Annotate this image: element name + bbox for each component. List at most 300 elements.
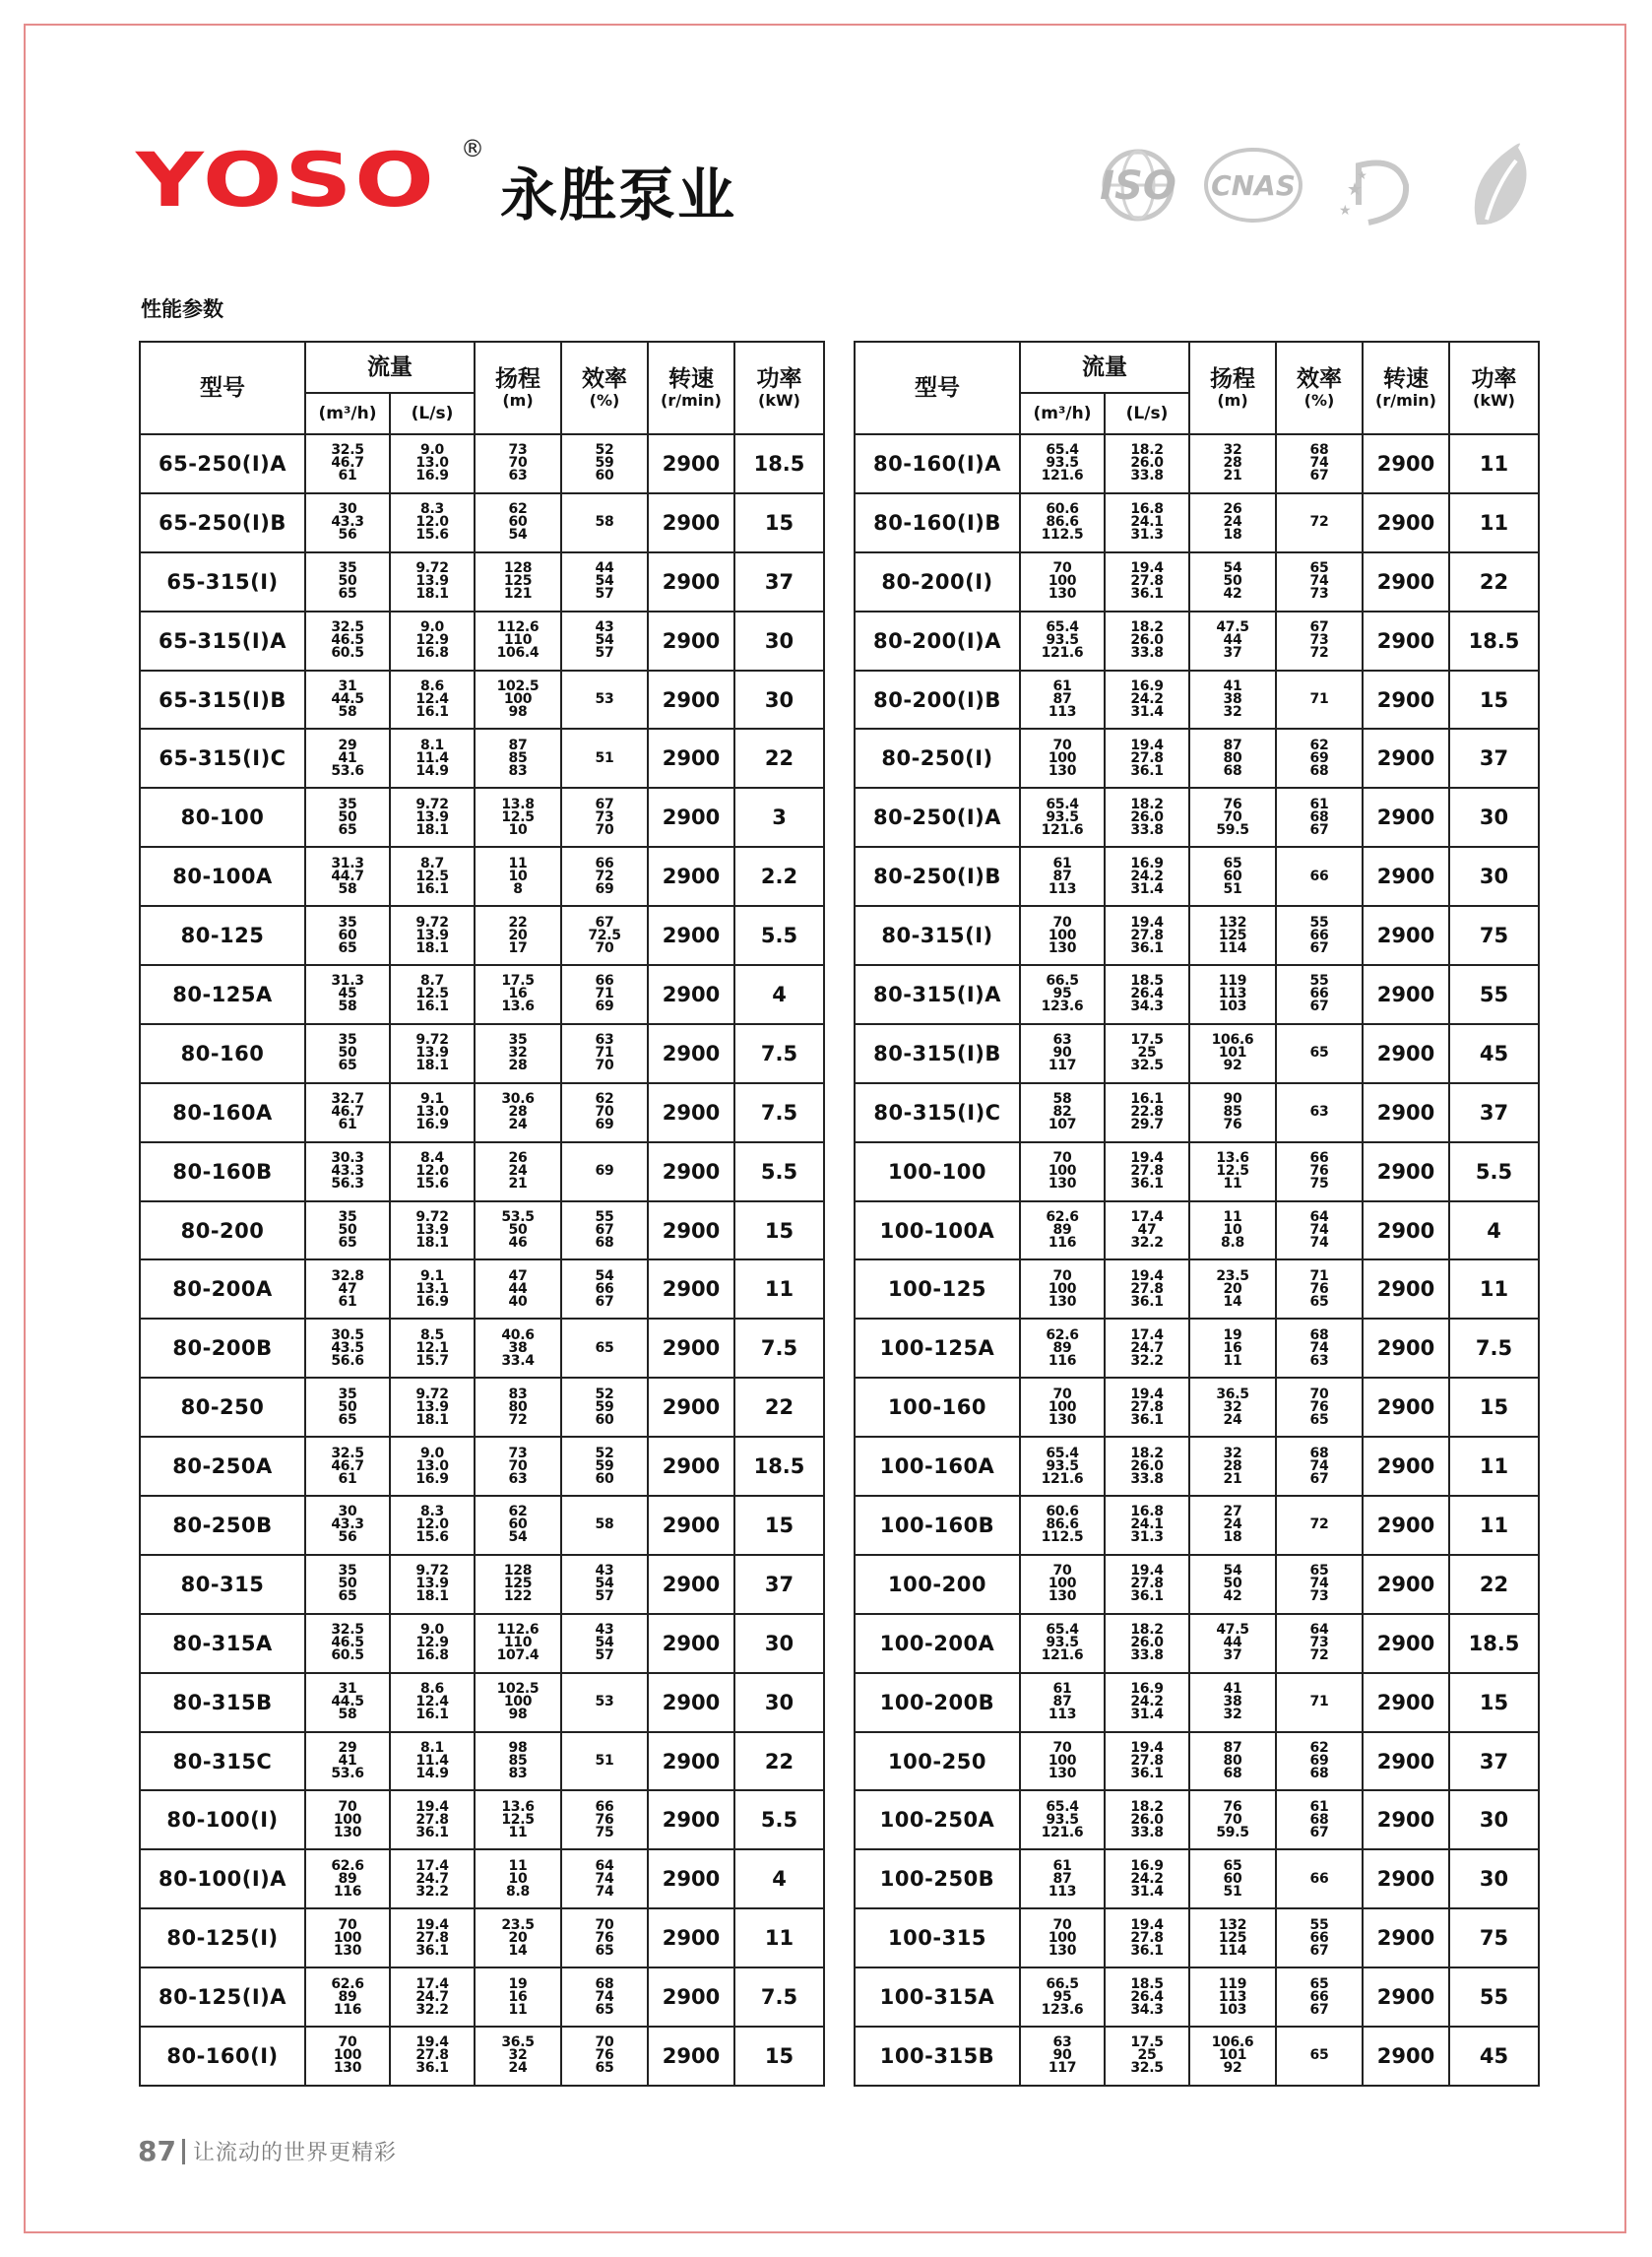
efficiency-cell-value: 72 [1309,1516,1329,1533]
efficiency-cell-value: 65 [1309,2047,1329,2064]
flow-ls-cell-value: 16.9 [415,1470,449,1487]
efficiency-cell-value: 66 [1309,986,1329,1002]
flow-m3h-cell [1020,906,1105,965]
flow-ls-cell [1105,847,1189,906]
header-flow: 流量 [305,342,475,393]
head-cell-value: 32 [508,1045,528,1062]
flow-ls-cell-value: 12.4 [415,1694,449,1710]
head-cell-value: 28 [508,1104,528,1121]
head-cell-value: 125 [503,573,533,590]
speed-cell: 2900 [648,906,734,965]
efficiency-cell-value: 43 [595,619,614,636]
flow-m3h-cell-value: 43.3 [331,1163,364,1180]
flow-m3h-cell [305,1967,390,2027]
flow-ls-cell-value: 8.6 [420,1681,444,1698]
head-cell-value: 20 [1223,1280,1242,1297]
flow-ls-cell-value: 12.5 [415,986,449,1002]
flow-m3h-cell-value: 43.3 [331,1516,364,1533]
flow-m3h-cell [1020,788,1105,847]
head-cell-value: 106.6 [1211,2034,1254,2051]
head-cell [475,1437,561,1496]
efficiency-cell-value: 71 [1309,1267,1329,1284]
flow-ls-cell-value: 19.4 [1130,1150,1164,1167]
flow-ls-cell-value: 18.1 [415,939,449,956]
table-row [855,1555,1539,1614]
flow-m3h-cell [1020,965,1105,1024]
flow-ls-cell [1105,788,1189,847]
efficiency-cell-value: 66 [1309,927,1329,943]
speed-cell: 2900 [648,1614,734,1673]
head-cell-value: 85 [508,1753,528,1770]
flow-ls-cell-value: 12.1 [415,1339,449,1356]
flow-ls-cell [390,434,475,493]
efficiency-cell-value: 66 [1309,1150,1329,1167]
head-cell-value: 70 [508,1457,528,1474]
power-cell: 7.5 [1449,1319,1539,1378]
power-cell: 11 [734,1908,824,1967]
head-cell [475,671,561,730]
efficiency-cell-value: 69 [595,1117,614,1133]
head-cell-value: 85 [508,749,528,766]
head-cell-value: 26 [1223,501,1242,518]
head-cell-value: 125 [503,1576,533,1592]
efficiency-cell-value: 75 [595,1824,614,1840]
power-cell: 15 [734,1201,824,1260]
speed-cell: 2900 [648,2027,734,2086]
flow-m3h-cell-value: 53.6 [331,1766,364,1782]
head-cell-value: 28 [508,1058,528,1074]
efficiency-cell-value: 67 [1309,468,1329,484]
speed-cell: 2900 [1363,1496,1449,1555]
efficiency-cell-value: 76 [1309,1163,1329,1180]
head-cell-value: 21 [1223,468,1242,484]
efficiency-cell [561,965,648,1024]
flow-m3h-cell-value: 31 [338,678,357,694]
head-cell-value: 8.8 [1221,1235,1244,1252]
flow-ls-cell-value: 27.8 [1130,749,1164,766]
flow-ls-cell-value: 36.1 [1130,586,1164,603]
head-cell-value: 68 [1223,762,1242,779]
flow-ls-cell-value: 33.8 [1130,645,1164,662]
model-cell: 65-250(I)A [140,434,305,493]
table-row [140,1732,824,1791]
flow-ls-cell-value: 18.1 [415,1588,449,1605]
flow-ls-cell-value: 19.4 [1130,737,1164,753]
flow-ls-cell-value: 13.0 [415,455,449,472]
flow-m3h-cell [1020,1024,1105,1083]
flow-m3h-cell-value: 61 [338,1293,357,1310]
head-cell [475,434,561,493]
head-cell-value: 98 [508,1740,528,1757]
table-row [855,1908,1539,1967]
efficiency-cell-value: 70 [595,1058,614,1074]
certification-logos [1083,136,1546,234]
flow-m3h-cell-value: 116 [1048,1352,1077,1369]
head-cell-value: 83 [508,762,528,779]
model-cell: 80-200B [140,1319,305,1378]
head-cell-value: 28 [1223,1457,1242,1474]
iso-label: ISO [1100,163,1176,209]
efficiency-cell-value: 60 [595,1470,614,1487]
head-cell [1189,1849,1276,1908]
head-cell [475,1319,561,1378]
flow-ls-cell [1105,1908,1189,1967]
head-cell-value: 46 [508,1235,528,1252]
flow-m3h-cell [305,434,390,493]
head-cell-value: 24 [508,2060,528,2077]
flow-m3h-cell-value: 32.5 [331,619,364,636]
head-cell [475,1024,561,1083]
flow-m3h-cell-value: 100 [1048,1280,1077,1297]
flow-ls-cell-value: 9.72 [415,1209,449,1226]
head-cell-value: 10 [508,1870,528,1887]
flow-ls-cell-value: 16.8 [415,1647,449,1664]
flow-ls-cell-value: 8.3 [420,501,444,518]
flow-ls-cell-value: 13.9 [415,573,449,590]
flow-m3h-cell-value: 61 [338,1117,357,1133]
power-cell: 30 [734,1673,824,1732]
efficiency-cell-value: 74 [595,1870,614,1887]
flow-m3h-cell-value: 123.6 [1041,999,1084,1015]
model-cell: 80-250(I) [855,729,1020,788]
flow-ls-cell-value: 24.2 [1130,868,1164,884]
head-cell-value: 53.5 [501,1209,535,1226]
power-cell: 55 [1449,965,1539,1024]
efficiency-cell-value: 57 [595,645,614,662]
head-cell-value: 72 [508,1411,528,1428]
efficiency-cell-value: 69 [595,999,614,1015]
flow-ls-cell-value: 11.4 [415,749,449,766]
flow-ls-cell [1105,1614,1189,1673]
flow-m3h-cell [305,1496,390,1555]
flow-ls-cell-value: 18.5 [1130,1975,1164,1992]
head-cell-value: 107.4 [496,1647,540,1664]
flow-ls-cell [390,671,475,730]
flow-ls-cell-value: 13.9 [415,927,449,943]
flow-m3h-cell-value: 117 [1048,1058,1077,1074]
flow-m3h-cell-value: 89 [1052,1222,1072,1239]
flow-m3h-cell-value: 113 [1048,1883,1077,1900]
speed-cell: 2900 [648,1259,734,1319]
speed-cell: 2900 [1363,1790,1449,1849]
speed-cell: 2900 [1363,1142,1449,1201]
speed-cell: 2900 [1363,788,1449,847]
flow-ls-cell-value: 31.4 [1130,880,1164,897]
model-cell: 65-315(I)B [140,671,305,730]
head-cell-value: 76 [1223,1798,1242,1815]
flow-m3h-cell-value: 70 [1052,1740,1072,1757]
flow-ls-cell-value: 9.1 [420,1267,444,1284]
efficiency-cell-value: 68 [1309,1326,1329,1343]
head-cell [475,788,561,847]
efficiency-cell [561,906,648,965]
flow-ls-cell-value: 9.1 [420,1091,444,1108]
efficiency-cell-value: 52 [595,1445,614,1461]
power-cell: 30 [734,1614,824,1673]
table-row [140,1142,824,1201]
cnas-label: CNAS [1211,169,1296,202]
efficiency-cell [1276,1024,1363,1083]
flow-m3h-cell-value: 93.5 [1046,1457,1079,1474]
flow-ls-cell [390,493,475,552]
flow-m3h-cell-value: 121.6 [1041,821,1084,838]
efficiency-cell-value: 65 [595,2001,614,2018]
efficiency-cell [561,1790,648,1849]
head-cell [475,1496,561,1555]
model-cell: 80-125(I)A [140,1967,305,2027]
efficiency-cell [561,1555,648,1614]
flow-ls-cell [1105,1083,1189,1142]
speed-cell: 2900 [648,965,734,1024]
flow-ls-cell-value: 18.5 [1130,973,1164,990]
flow-ls-cell [390,2027,475,2086]
speed-cell: 2900 [648,788,734,847]
efficiency-cell-value: 70 [595,939,614,956]
flow-ls-cell [1105,1849,1189,1908]
flow-ls-cell-value: 13.9 [415,1222,449,1239]
efficiency-cell [561,847,648,906]
flow-m3h-cell [1020,1259,1105,1319]
flow-ls-cell [1105,1496,1189,1555]
speed-cell: 2900 [648,1732,734,1791]
efficiency-cell-value: 62 [1309,1740,1329,1757]
efficiency-cell-value: 66 [1309,1870,1329,1887]
efficiency-cell [561,1673,648,1732]
flow-ls-cell-value: 9.72 [415,1386,449,1402]
flow-m3h-cell-value: 63 [1052,2034,1072,2051]
head-cell [475,1083,561,1142]
power-cell: 5.5 [734,906,824,965]
flow-ls-cell [390,1142,475,1201]
flow-ls-cell-value: 36.1 [1130,1411,1164,1428]
model-cell: 100-315B [855,2027,1020,2086]
head-cell [475,965,561,1024]
efficiency-cell [561,612,648,671]
head-cell [475,1259,561,1319]
head-cell [1189,1614,1276,1673]
flow-ls-cell-value: 17.4 [415,1857,449,1874]
head-cell-value: 14 [508,1942,528,1959]
efficiency-cell-value: 66 [1309,868,1329,884]
flow-m3h-cell-value: 89 [338,1988,357,2005]
head-cell-value: 13.6 [501,1798,535,1815]
flow-ls-cell-value: 32.2 [415,2001,449,2018]
head-cell-value: 102.5 [496,1681,540,1698]
flow-m3h-cell-value: 130 [1048,586,1077,603]
header-model: 型号 [855,342,1020,434]
flow-m3h-cell-value: 50 [338,1576,357,1592]
head-cell-value: 65 [1223,855,1242,871]
flow-ls-cell [1105,434,1189,493]
head-cell-value: 60 [1223,1870,1242,1887]
flow-m3h-cell-value: 100 [1048,1929,1077,1946]
flow-ls-cell-value: 24.7 [1130,1339,1164,1356]
model-cell: 65-315(I)C [140,729,305,788]
section-title: 性能参数 [141,297,223,321]
efficiency-cell-value: 69 [1309,1753,1329,1770]
flow-m3h-cell [305,2027,390,2086]
efficiency-cell [1276,612,1363,671]
flow-m3h-cell-value: 63 [1052,1032,1072,1049]
flow-m3h-cell-value: 62.6 [1046,1326,1079,1343]
head-cell [1189,612,1276,671]
registered-mark: ® [461,135,484,162]
head-cell-value: 16 [1223,1339,1242,1356]
flow-ls-cell [1105,1319,1189,1378]
table-row [855,1083,1539,1142]
flow-ls-cell-value: 13.0 [415,1457,449,1474]
flow-m3h-cell-value: 113 [1048,704,1077,720]
table-row [855,1790,1539,1849]
speed-cell: 2900 [648,1790,734,1849]
head-cell-value: 36.5 [1216,1386,1249,1402]
model-cell: 80-100A [140,847,305,906]
flow-ls-cell-value: 26.0 [1130,808,1164,825]
head-cell-value: 125 [1218,1929,1247,1946]
flow-m3h-cell-value: 100 [1048,1753,1077,1770]
model-cell: 100-250A [855,1790,1020,1849]
efficiency-cell-value: 60 [595,468,614,484]
flow-m3h-cell-value: 130 [333,1824,362,1840]
model-cell: 100-100 [855,1142,1020,1201]
flow-m3h-cell [305,671,390,730]
flow-m3h-cell-value: 30 [338,501,357,518]
flow-m3h-cell-value: 61 [1052,678,1072,694]
flow-ls-cell-value: 18.2 [1130,1445,1164,1461]
table-row [855,1967,1539,2027]
model-cell: 80-250B [140,1496,305,1555]
svg-text:★: ★ [1339,203,1352,219]
head-cell-value: 40.6 [501,1326,535,1343]
flow-ls-cell-value: 32.2 [415,1883,449,1900]
flow-m3h-cell-value: 70 [1052,1150,1072,1167]
flow-ls-cell-value: 27.8 [1130,1398,1164,1415]
flow-m3h-cell-value: 32.5 [331,442,364,459]
efficiency-cell [561,1614,648,1673]
model-cell: 80-160(I)A [855,434,1020,493]
flow-ls-cell-value: 16.1 [415,999,449,1015]
speed-cell: 2900 [1363,1437,1449,1496]
head-cell [1189,1790,1276,1849]
flow-ls-cell-value: 24.2 [1130,1694,1164,1710]
speed-cell: 2900 [1363,552,1449,612]
flow-m3h-cell-value: 86.6 [1046,1516,1079,1533]
flow-ls-cell [390,965,475,1024]
efficiency-cell-value: 65 [1309,1293,1329,1310]
speed-cell: 2900 [1363,965,1449,1024]
speed-cell: 2900 [648,729,734,788]
flow-m3h-cell [305,906,390,965]
head-cell-value: 11 [508,855,528,871]
power-cell: 45 [1449,1024,1539,1083]
efficiency-cell [1276,788,1363,847]
flow-ls-cell-value: 15.6 [415,1529,449,1546]
flow-ls-cell-value: 34.3 [1130,2001,1164,2018]
header-speed: 转速 (r/min) [1363,342,1449,434]
flow-ls-cell-value: 32.2 [1130,1352,1164,1369]
speed-cell: 2900 [1363,1908,1449,1967]
flow-m3h-cell-value: 35 [338,1386,357,1402]
efficiency-cell [1276,1967,1363,2027]
head-cell-value: 10 [508,868,528,884]
head-cell-value: 13.6 [501,999,535,1015]
table-row [855,965,1539,1024]
table-row [140,1201,824,1260]
head-cell-value: 100 [503,691,533,707]
head-cell-value: 101 [1218,2047,1247,2064]
table-row [140,1849,824,1908]
flow-m3h-cell-value: 93.5 [1046,1811,1079,1828]
head-cell [1189,965,1276,1024]
flow-ls-cell-value: 27.8 [1130,1753,1164,1770]
head-cell-value: 60 [1223,868,1242,884]
flow-ls-cell [1105,1732,1189,1791]
flow-ls-cell-value: 17.4 [1130,1209,1164,1226]
flow-m3h-cell-value: 65 [338,1235,357,1252]
flow-m3h-cell-value: 130 [1048,1588,1077,1605]
flow-m3h-cell [1020,1849,1105,1908]
head-cell-value: 50 [508,1222,528,1239]
efficiency-cell-value: 65 [595,1942,614,1959]
flow-m3h-cell-value: 130 [1048,1411,1077,1428]
flow-m3h-cell [305,612,390,671]
efficiency-cell [561,434,648,493]
flow-ls-cell [390,1849,475,1908]
flow-ls-cell-value: 11.4 [415,1753,449,1770]
flow-m3h-cell-value: 32.5 [331,1445,364,1461]
efficiency-cell-value: 63 [1309,1352,1329,1369]
power-cell: 18.5 [734,434,824,493]
flow-ls-cell-value: 32.5 [1130,1058,1164,1074]
flow-ls-cell-value: 33.8 [1130,468,1164,484]
table-row [140,434,824,493]
head-cell-value: 47 [508,1267,528,1284]
table-row [855,788,1539,847]
efficiency-cell [1276,552,1363,612]
power-cell: 75 [1449,1908,1539,1967]
efficiency-cell-value: 54 [595,632,614,649]
head-cell-value: 26 [508,1150,528,1167]
power-cell: 15 [1449,1673,1539,1732]
model-cell: 80-250A [140,1437,305,1496]
head-cell [1189,847,1276,906]
efficiency-cell [561,1319,648,1378]
flow-m3h-cell-value: 121.6 [1041,1470,1084,1487]
flow-m3h-cell-value: 70 [1052,914,1072,931]
efficiency-cell-value: 72 [1309,1647,1329,1664]
flow-m3h-cell-value: 58 [1052,1091,1072,1108]
flow-ls-cell-value: 36.1 [1130,1293,1164,1310]
flow-m3h-cell-value: 32.7 [331,1091,364,1108]
speed-cell: 2900 [648,1555,734,1614]
table-row [140,847,824,906]
head-cell-value: 20 [508,1929,528,1946]
flow-m3h-cell-value: 45 [338,986,357,1002]
flow-m3h-cell [1020,1378,1105,1437]
flow-m3h-cell-value: 90 [1052,2047,1072,2064]
head-cell [1189,1024,1276,1083]
footer-divider [182,2139,185,2164]
model-cell: 80-100 [140,788,305,847]
head-cell-value: 8 [513,880,523,897]
power-cell: 15 [734,493,824,552]
head-cell [1189,1496,1276,1555]
flow-m3h-cell-value: 58 [338,1707,357,1723]
flow-ls-cell-value: 18.1 [415,1058,449,1074]
flow-m3h-cell-value: 50 [338,1398,357,1415]
flow-ls-cell-value: 27.8 [415,1929,449,1946]
table-row [140,1259,824,1319]
